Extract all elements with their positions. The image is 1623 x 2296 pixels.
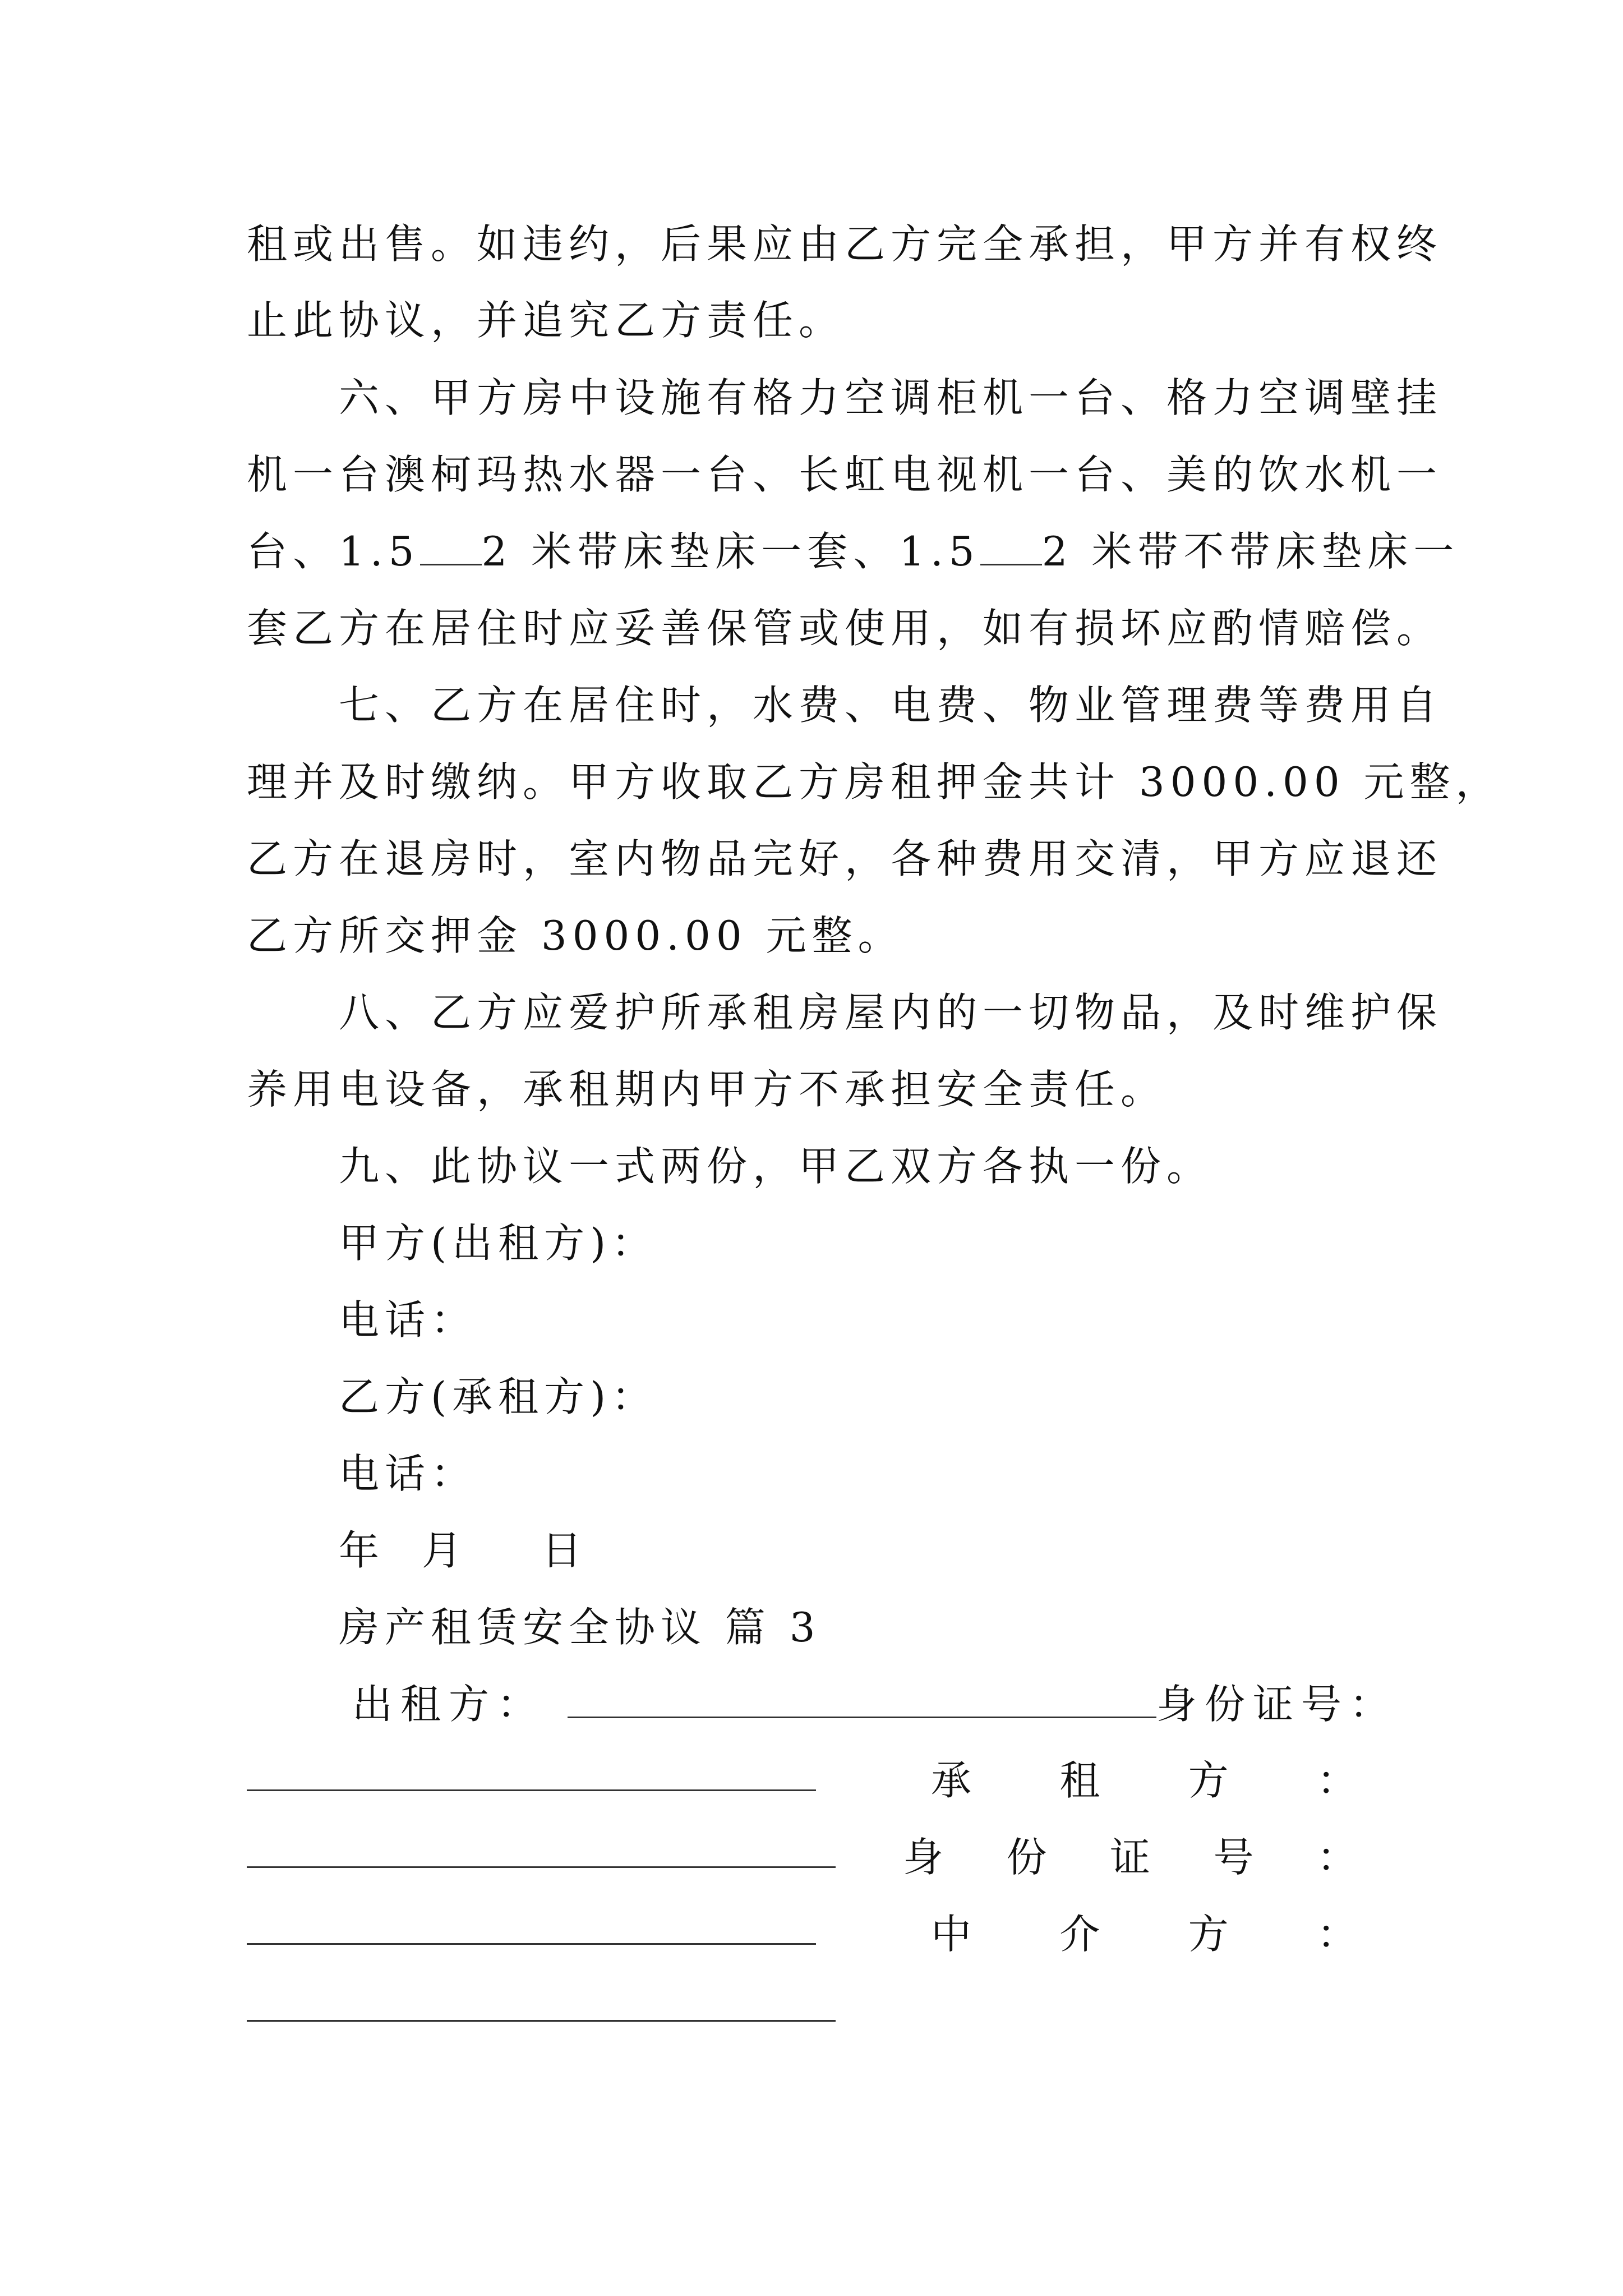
text-line: 止此协议，并追究乙方责任。: [247, 297, 845, 344]
clause-6-line: [247, 523, 1460, 579]
text-segment: 2 米带床垫床一套、1.5: [481, 528, 980, 575]
date-label: 年 月 日: [339, 1527, 588, 1574]
section-title: 房产租赁安全协议 篇 3: [339, 1604, 821, 1651]
label-char: 证: [1109, 1834, 1150, 1881]
party-a-label: 甲方(出租方)：: [339, 1220, 658, 1267]
label-char: ：: [1316, 1757, 1357, 1804]
agent-blank-line: [247, 2020, 836, 2022]
id-blank-line: [247, 1789, 816, 1791]
label-char: 份: [1006, 1834, 1047, 1881]
clause-7-line: 七、乙方在居住时，水费、电费、物业管理费等费用自: [339, 682, 1443, 729]
phone-a-label: 电话：: [339, 1296, 477, 1343]
text-segment: 2 米带不带床垫床一: [1041, 528, 1460, 575]
clause-7-line: 乙方在退房时，室内物品完好，各种费用交清，甲方应退还: [247, 835, 1443, 882]
party-b-label: 乙方(承租方)：: [339, 1373, 658, 1420]
label-char: 方: [1188, 1911, 1229, 1958]
lessee-id-label: [903, 1829, 1357, 1885]
label-char: ：: [1316, 1911, 1357, 1958]
lessor-row: [352, 1676, 1398, 1732]
agent-label: [931, 1906, 1357, 1962]
label-char: 方: [1188, 1757, 1229, 1804]
lessor-label: 出租方：: [352, 1681, 546, 1728]
label-char: 承: [931, 1757, 972, 1804]
label-char: 租: [1059, 1757, 1100, 1804]
clause-7-line: 理并及时缴纳。甲方收取乙方房租押金共计 3000.00 元整，: [247, 758, 1502, 806]
lessor-blank: [568, 1677, 1156, 1718]
lessee-blank-line: [247, 1866, 836, 1868]
id-label: 身份证号：: [1156, 1681, 1398, 1728]
label-char: ：: [1316, 1834, 1357, 1881]
label-char: 号: [1213, 1834, 1254, 1881]
clause-6-line: 套乙方在居住时应妥善保管或使用，如有损坏应酌情赔偿。: [247, 605, 1443, 652]
phone-b-label: 电话：: [339, 1450, 477, 1497]
label-char: 介: [1059, 1911, 1100, 1958]
blank-underline: [420, 524, 482, 565]
clause-8-line: 养用电设备，承租期内甲方不承担安全责任。: [247, 1066, 1167, 1113]
lessee-id-blank-line: [247, 1943, 816, 1945]
text-line: 租或出售。如违约，后果应由乙方完全承担，甲方并有权终: [247, 220, 1443, 268]
clause-6-line: 六、甲方房中设施有格力空调柜机一台、格力空调壁挂: [339, 374, 1443, 421]
clause-7-line: 乙方所交押金 3000.00 元整。: [247, 912, 904, 959]
clause-8-line: 八、乙方应爱护所承租房屋内的一切物品，及时维护保: [339, 989, 1443, 1036]
blank-underline: [980, 524, 1042, 565]
clause-6-line: 机一台澳柯玛热水器一台、长虹电视机一台、美的饮水机一: [247, 451, 1443, 498]
clause-9-line: 九、此协议一式两份，甲乙双方各执一份。: [339, 1143, 1213, 1190]
text-segment: 台、1.5: [247, 528, 420, 575]
label-char: 中: [931, 1911, 972, 1958]
lessee-label: [931, 1752, 1357, 1809]
label-char: 身: [903, 1834, 944, 1881]
